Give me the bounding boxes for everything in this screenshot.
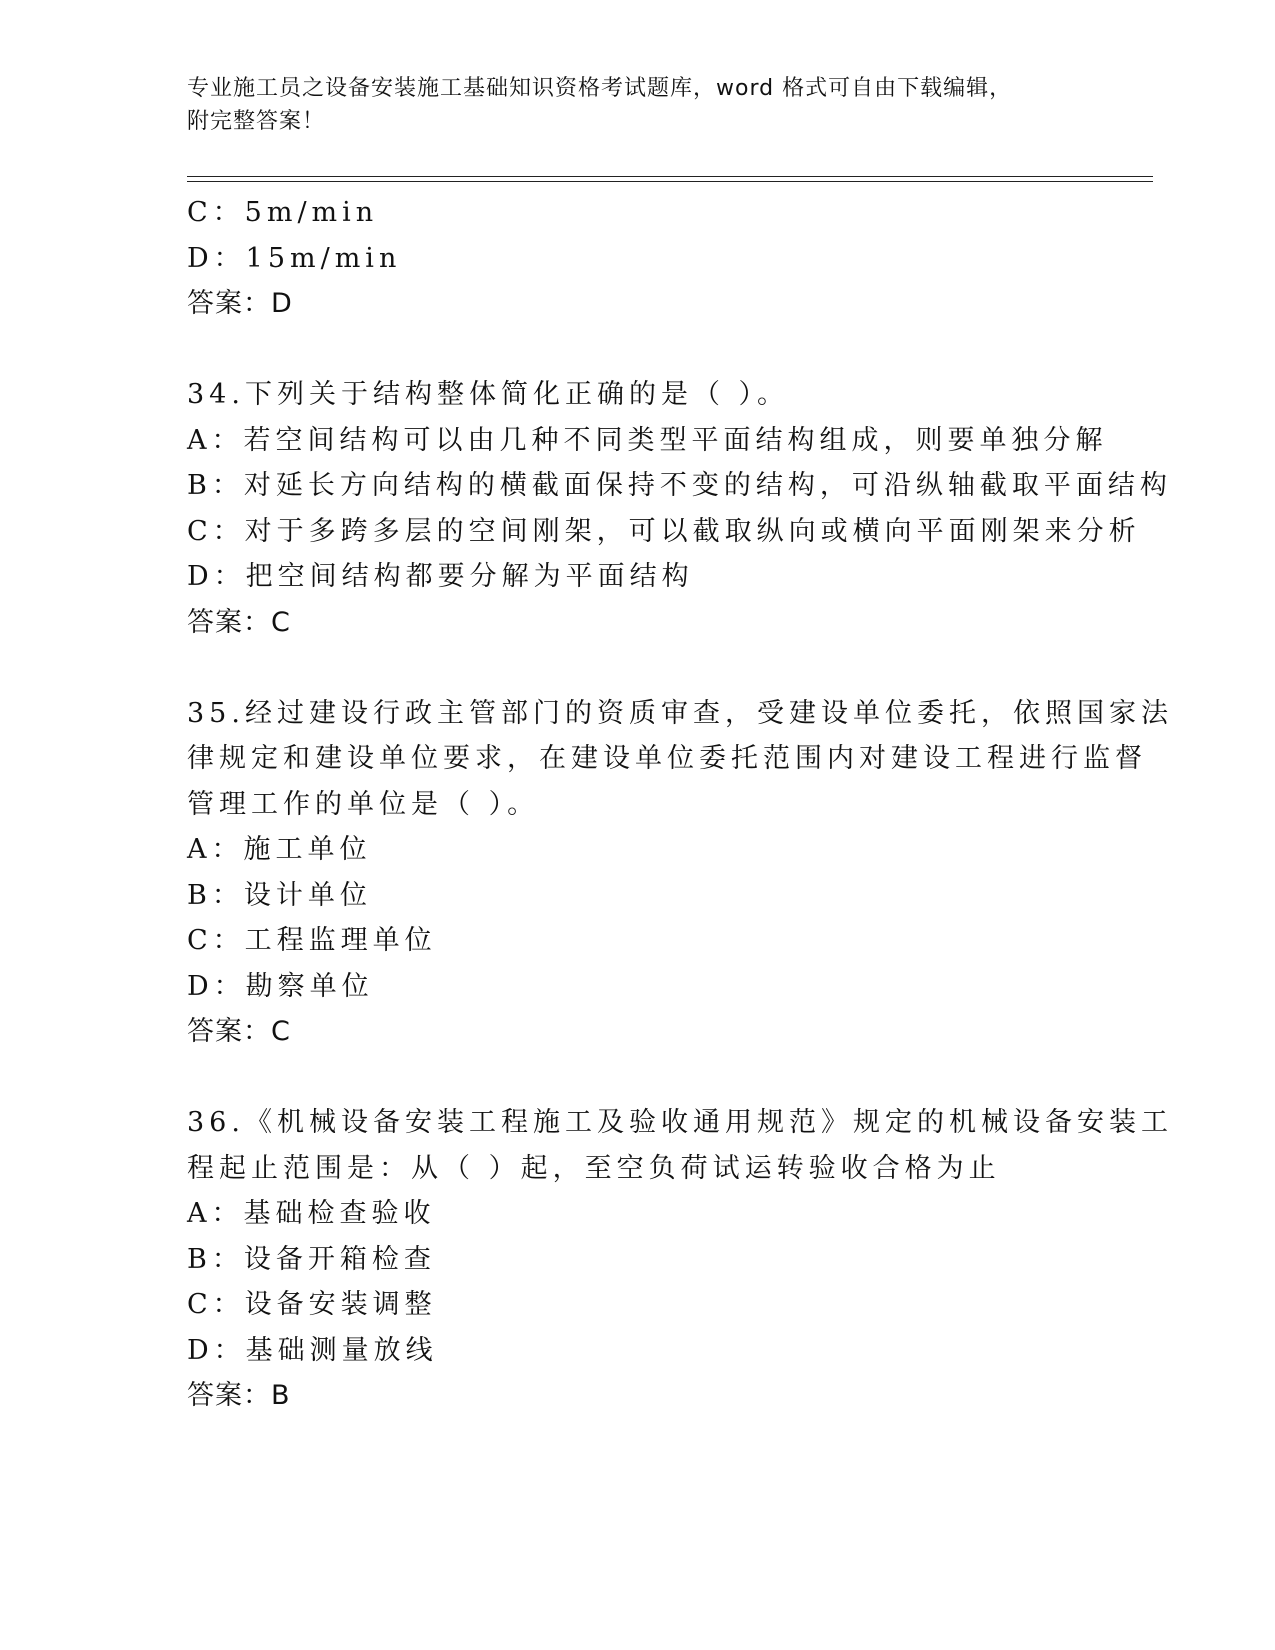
answer-line: 答案：D — [187, 288, 293, 319]
option-c: C：工程监理单位 — [187, 925, 437, 956]
question-content — [187, 190, 1173, 1419]
option-d: D：勘察单位 — [187, 970, 374, 1002]
option-c: C：设备安装调整 — [187, 1289, 437, 1320]
header-rule-bottom — [187, 181, 1153, 182]
header-line-2: 附完整答案！ — [187, 109, 326, 134]
question-text: 36.《机械设备安装工程施工及验收通用规范》规定的机械设备安装工 — [187, 1107, 1173, 1138]
prev-question-block — [187, 190, 1087, 327]
option-a: A：基础检查验收 — [187, 1198, 436, 1229]
option-b: B：设备开箱检查 — [187, 1243, 436, 1275]
header-line-1: 专业施工员之设备安装施工基础知识资格考试题库，word 格式可自由下载编辑， — [187, 76, 1013, 101]
document-header — [187, 72, 1087, 138]
question-34 — [187, 372, 1172, 645]
header-rule-top — [187, 176, 1153, 177]
option-d: D：把空间结构都要分解为平面结构 — [187, 561, 694, 592]
option-b: B：设计单位 — [187, 879, 372, 911]
question-text: 律规定和建设单位要求，在建设单位委托范围内对建设工程进行监督 — [187, 743, 1147, 774]
question-text: 程起止范围是：从（ ）起，至空负荷试运转验收合格为止 — [187, 1152, 1001, 1184]
question-text: 管理工作的单位是（ ）。 — [187, 788, 540, 820]
question-36 — [187, 1100, 1173, 1419]
question-text: 35.经过建设行政主管部门的资质审查，受建设单位委托，依照国家法 — [187, 697, 1173, 729]
option-c: C：5m/min — [187, 197, 379, 228]
question-text: 34.下列关于结构整体简化正确的是（ ）。 — [187, 379, 790, 410]
answer-line: 答案：B — [187, 1380, 291, 1411]
spacer — [187, 1055, 1087, 1101]
option-c: C：对于多跨多层的空间刚架，可以截取纵向或横向平面刚架来分析 — [187, 515, 1141, 547]
answer-line: 答案：C — [187, 1016, 291, 1047]
answer-line: 答案：C — [187, 606, 291, 638]
question-35 — [187, 691, 1173, 1055]
spacer — [187, 327, 1087, 373]
option-d: D：15m/min — [187, 242, 402, 274]
option-d: D：基础测量放线 — [187, 1334, 438, 1366]
option-a: A：若空间结构可以由几种不同类型平面结构组成，则要单独分解 — [187, 424, 1108, 456]
option-b: B：对延长方向结构的横截面保持不变的结构，可沿纵轴截取平面结构 — [187, 470, 1172, 501]
option-a: A：施工单位 — [187, 834, 372, 865]
spacer — [187, 645, 1087, 691]
